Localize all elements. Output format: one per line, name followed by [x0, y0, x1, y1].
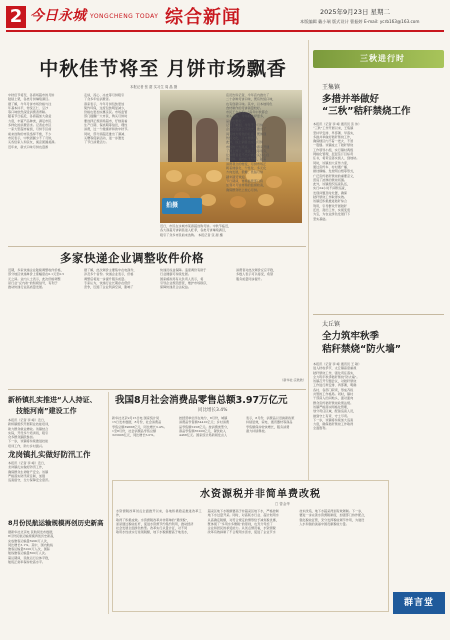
text-line: 力度，丰富产品种类，满足市民 — [8, 118, 52, 123]
text-line: 共管的工作格局。同时，镇村 — [313, 392, 354, 397]
text-line: 网格化管理，层层签订目标责 — [313, 152, 354, 157]
express-price-headline: 多家快递企业调整收件价格 — [60, 251, 204, 265]
text-line: 记者了解到，今年不少月饼 — [226, 123, 264, 128]
text-line: 全力筑牢秋季秸秆禁烧“防火墙”。 — [313, 374, 360, 379]
text-line: 巡查值守，全力保障安全度汛。 — [8, 478, 52, 483]
text-line: 二十余种月饼口味，既有传统口味， — [226, 97, 276, 102]
text-line: 同时，部分商超还推出了满减、 — [84, 131, 128, 136]
editor-line: 本版编辑 戴小瑞 版式设计 曹振婷 E-mail: ycrb163@163.com — [300, 19, 420, 24]
text-line: 工作进行再安排、再部署，明确 — [313, 383, 357, 388]
lead-headline: 中秋佳节将至 月饼市场飘香 — [39, 58, 287, 80]
text-line: 具有地方特色的礼盒，既体现 — [226, 131, 267, 136]
text-line: 按经营单位所在地分，8月份，城镇 — [179, 416, 228, 420]
text-line: 消费者对此次调价反应平稳， — [236, 268, 277, 272]
text-line: 做到守土有责、守土尽责。 — [313, 413, 351, 418]
text-line: 食材制作的月饼销量较好。 — [226, 105, 264, 110]
text-line: 地下水过量开采。同时，对高耗水行业、超计划用水 — [207, 513, 279, 518]
lead-body-column-3 — [226, 93, 302, 211]
text-line: 同比增长3.1%。其中，国内航线 — [8, 542, 53, 547]
text-line: 要选择正规商场超市，仔细查看 — [84, 118, 128, 123]
text-line: 多样化的消费需求。记者在市区 — [8, 123, 52, 128]
longgang-body — [8, 461, 106, 515]
text-line: 也有创新口味。其中，以本地特色 — [226, 101, 273, 106]
text-line: 越来越受欢迎。 — [226, 174, 248, 179]
text-line: 品质也更好。” — [226, 118, 245, 123]
photo-brand-tag-text: 拍摄 — [166, 202, 179, 209]
page-number: 2 — [6, 6, 26, 28]
retail-sales-subhead: 同比增长3.4% — [198, 408, 228, 413]
text-line: 价格也更加实惠亲民。市场监管 — [84, 110, 128, 115]
text-line: 众多群众踊跃参加。 — [8, 435, 36, 440]
right-headline-1-line-1: 多措并举做好 — [322, 94, 380, 105]
newspaper-logo: 今日永城 — [30, 8, 86, 24]
text-line: 让消费者足不出户就能买到心仪 — [226, 153, 270, 158]
text-line: 商品零售额35200亿元，餐饮收入 — [179, 428, 226, 433]
right-headline-2-line-2: 秸秆禁烧“防火墙” — [322, 344, 401, 355]
text-line: 近期，多家快递企业陆续调整收件价格， — [8, 268, 64, 272]
text-line: 企业在包装上下功夫，推出了 — [226, 127, 267, 132]
lead-credit: 本报记者 张 甜 实习生 周 晶 摄 — [130, 85, 178, 89]
photo-caption — [160, 224, 302, 240]
text-line: 此外，线上销售也成为月饼 — [226, 140, 264, 145]
text-line: 据了解，今年月饼市场价格与往 — [8, 101, 52, 106]
text-line: 8月份民航运输规模再创历史新高， — [8, 534, 57, 539]
text-line: 工作领导小组，实行镇村两级 — [313, 147, 354, 152]
text-line: 行业健康可持续发展。 — [160, 272, 191, 277]
right-kicker-2: 太丘镇 — [322, 321, 341, 328]
water-tax-body — [116, 509, 385, 609]
issue-date: 2025年9月23日 星期二 — [320, 8, 391, 16]
right-body-1 — [313, 122, 444, 308]
text-line: 为宝，为农业绿色发展打下 — [313, 212, 351, 217]
text-line: “三秋”工作开展以来，王集镇 — [313, 126, 354, 131]
text-line: 表示，8月份，消费品以旧换新政策 — [246, 416, 295, 420]
text-line: 而是通过税收杠杆，促进水资源节约集约利用，推动经济 — [116, 521, 194, 526]
text-line: 市民表示，中秋团圆少不了月饼， — [8, 135, 55, 140]
water-tax-headline: 水资源税并非简单费改税 — [200, 489, 321, 500]
text-line: 该镇严格落实网格化管理， — [313, 404, 351, 409]
text-line: 近年来，新式口味月饼也逐渐 — [8, 144, 49, 149]
right-divider — [313, 314, 444, 315]
story2-rule — [8, 246, 306, 247]
newspaper-logo-english: YONGCHENG TODAY — [90, 13, 159, 20]
text-line: 市民王女士说：“每年中秋都会 — [226, 110, 268, 115]
text-line: 引导企业规范经营，维护市场秩序， — [160, 280, 210, 285]
text-line: 本报讯（记者 李 峰 通讯员 张 伟） — [313, 122, 362, 126]
text-line: 元之间。业内人士表示，此次价格调整 — [8, 276, 61, 281]
right-kicker-1: 王集镇 — [322, 84, 341, 91]
water-tax-credit: □ 曾金华 — [275, 502, 290, 506]
text-line: 一股烟。该镇成立了秸秆禁烧 — [313, 143, 354, 148]
text-line: 严格落实防汛责任制，加强 — [8, 473, 46, 478]
text-line: 助力群众就业增收。该镇结合 — [8, 426, 49, 431]
text-line: 等口味依然深受消费者青睐。 — [8, 110, 49, 115]
text-line: 涉及多个省份。快递企业表示，价格 — [84, 272, 134, 277]
text-line: 持续显效，家电、通讯器材等商品 — [246, 420, 293, 425]
text-line: 了众多年轻消费者。 — [84, 97, 112, 102]
text-line: 朝着健康化、个性化、多元化 — [226, 166, 267, 171]
longgang-headline: 龙岗镇扎实做好防汛工作 — [8, 450, 91, 459]
express-price-body — [8, 268, 306, 376]
column-rule-left — [108, 392, 109, 614]
right-body-2 — [313, 362, 444, 472]
text-line: 来买月饼，今年的选择更多， — [226, 114, 267, 119]
text-line: 据了解，此次调价主要集中在电商件， — [84, 268, 137, 272]
text-line: 新桥镇组织开展职业技能培训， — [8, 422, 52, 427]
text-line: 航班正常率保持较高水平。 — [8, 560, 46, 565]
text-line: 下一步，该镇将持续推进技能 — [8, 439, 49, 444]
text-line: 是行业“反内卷”的积极信号，有利于 — [8, 280, 58, 285]
text-line: 划分责任区域，配备巡查人员， — [313, 409, 357, 414]
text-line: 专家认为，快递行业长期存在低价 — [84, 280, 131, 285]
text-line: 一家大型超市看到，月饼专区前 — [8, 127, 52, 132]
text-line: 简约环保，过度包装明显减少， — [84, 105, 128, 110]
text-line: 了节日消费活力。 — [84, 140, 109, 145]
text-line: 秸秆禁烧工作，强化责任落实， — [313, 370, 357, 375]
lead-body-column-1 — [8, 93, 78, 243]
text-line: 消费观念的转变，月饼市场正 — [226, 161, 267, 166]
text-line: 各村、各部门职责，形成齐抓 — [313, 387, 354, 392]
text-line: 品零售额5258亿元。按消费类型分， — [179, 424, 231, 429]
text-line: 快递员权益保障。适度调价有助于 — [160, 268, 207, 272]
text-line: 发现问题及时处置，确保 — [313, 190, 348, 195]
text-line: 推动快递行业高质量发展。 — [8, 285, 46, 290]
right-headline-2-line-1: 全力筑牢秋季 — [322, 331, 380, 342]
text-line: 干部深入田间地头，面对面向 — [313, 396, 354, 401]
text-line: 秸秆禁烧工作取得实效。 — [313, 195, 348, 200]
text-line: 人水和谐的美丽中国贡献税收力量。 — [299, 521, 349, 526]
text-line: 的月饼。业内人士分析，随着 — [226, 157, 267, 162]
text-line: 服务质量同步提升。 — [236, 276, 264, 281]
text-line: 实行24小时不间断巡查， — [313, 186, 348, 191]
text-line: 取得了积极成效。水资源税改革并非简单的“费改税”， — [116, 517, 191, 522]
express-price-credit: （新华社·宗欣欣） — [280, 378, 306, 382]
text-line: 利用，引导群众开展秸秆 — [313, 203, 348, 208]
text-line: 企业和居民的承受能力。从试点情况看，水资源税 — [207, 526, 276, 531]
text-line: 取用水性质实行差别税额，地下水税额要高于地表水， — [116, 530, 191, 535]
text-line: 超采区地下水税额要高于非超采区地下水，严格控制 — [207, 509, 279, 513]
text-line: 航线旅客运输量800万人次。 — [8, 551, 48, 556]
text-line: 方向发展，低糖、低脂月饼 — [226, 170, 264, 175]
text-line: 确保群众吃上放心月饼。 — [226, 187, 261, 192]
sanqiu-banner-text: 三秋进行时 — [360, 54, 405, 63]
text-line: 传统文化，又方便携带。 — [226, 135, 261, 140]
text-line: 多数人表示可以接受，希望 — [236, 272, 274, 277]
text-line: 确保辖区内不着一把火、不冒 — [313, 139, 354, 144]
text-line: 部分地区快递单价上涨幅度在0.1元至0.5 — [8, 272, 65, 277]
text-line: 4468亿元。国家统计局新闻发言人 — [179, 433, 228, 438]
text-line: 同时，该镇加大宣传力度， — [313, 160, 351, 165]
retail-sales-body — [112, 416, 308, 478]
text-line: 下一步，该镇将持续加大巡查 — [313, 417, 354, 422]
text-line: 零售总额39668亿元，同比增长3.4%。 — [112, 424, 167, 429]
text-line: 多措并举做好秸秆禁烧工作， — [313, 134, 354, 139]
xinqiao-headline-line-1: 新桥镇扎实推进“人人持证、 — [8, 396, 97, 404]
retail-sales-headline: 我国8月社会消费品零售总额3.97万亿元 — [115, 395, 288, 406]
text-line: 社会发展全面绿色转型。改革实行从量计征，对不同 — [116, 526, 188, 531]
text-line: 据新华社北京电 民航局发布数据， — [8, 530, 56, 534]
text-line: 买些给家人和亲友，寓意团圆美满。 — [8, 140, 58, 145]
text-line: 实际，开设多个培训班，吸引 — [8, 430, 49, 435]
text-line: 本报讯（记者 李 峰 通讯员 王 敏） — [313, 362, 362, 366]
text-line: 生产日期、保质期等信息，理性 — [84, 123, 128, 128]
text-line: 中秋佳节将至，各商场超市的月饼 — [8, 93, 55, 97]
text-line: 节日期间，市场监管部门将 — [226, 178, 264, 183]
text-line: 既体现了“多用水多缴税”的原则，也充分考虑了 — [207, 521, 273, 526]
text-line: 坚持早安排、早部署、早落实， — [313, 130, 357, 135]
text-line: 买赠等促销活动，进一步激发 — [84, 135, 125, 140]
text-line: 陆续上架，各类月饼琳琅满目。 — [8, 97, 52, 102]
text-line: 强化税收征管，充分发挥税收调节作用，为建设 — [299, 517, 365, 522]
text-line: 全面胜利。 — [313, 426, 329, 431]
text-line: 加强对月饼市场的监督检查， — [226, 183, 267, 188]
text-line: 保障快递员合法权益。 — [160, 285, 191, 290]
aviation-body — [8, 530, 106, 616]
text-line: 从高确定税额，对符合规定的情形给予减免税优惠， — [207, 517, 279, 522]
text-line: 随着节日临近，各商超加大备货 — [8, 114, 52, 119]
text-line: 水资源税改革试点全面推开以来，各地积极稳妥推进改革工作， — [116, 509, 202, 518]
text-line: 走俏，流心、冰皮等月饼吸引 — [84, 93, 125, 97]
text-line: 店员告诉记者，今年店内推出了 — [226, 93, 270, 97]
text-line: 进入秋收季节，太丘镇高度重视 — [313, 366, 357, 371]
text-line: 任书，将责任落实到人、到地块。 — [313, 156, 360, 161]
text-line: 近日，市民在永城市某商超选购月饼。中秋节临近， — [160, 224, 232, 228]
text-line: 坚实基础。 — [313, 216, 329, 221]
xinqiao-body — [8, 418, 106, 448]
text-line: 了网上预订、送货上门等服务， — [226, 148, 270, 153]
text-line: 该镇还积极推进秸秆综合 — [313, 199, 348, 204]
text-line: 广泛宣传秸秆禁烧的重要意义， — [313, 173, 357, 178]
text-line: 旅客运输量6100万人次，国际 — [8, 547, 50, 552]
lower-rule — [8, 389, 306, 390]
xinqiao-headline-line-2: 技能河南”建设工作 — [16, 407, 77, 415]
text-line: 年基本持平，传统五仁、豆沙 — [8, 105, 49, 110]
text-line: 市场的一大亮点。不少商家开通 — [226, 144, 270, 149]
text-line: 悬挂横幅、发放明白纸等形式， — [313, 169, 357, 174]
aviation-headline: 8月份民航运输规模再创历史新高 — [8, 519, 104, 527]
text-line: 323906亿元，同比增长5.0%。 — [112, 433, 157, 438]
text-line: 消费品零售额34410亿元；乡村消费 — [179, 420, 230, 425]
text-line: 改革有效抑制了不合理用水需求，促进了企业节水 — [207, 530, 276, 535]
text-line: 15日发布数据，8月份，社会消费品 — [112, 420, 162, 425]
text-line: 培训工作，助力乡村振兴。 — [8, 443, 46, 448]
text-line: 此外，该镇组织巡查队伍， — [313, 182, 351, 187]
right-headline-1-line-2: “三秋”秸秆禁烧工作 — [322, 106, 411, 117]
text-line: 新华社北京9月15日电 国家统计局 — [112, 416, 160, 420]
qunyantang-badge: 群言堂 — [393, 592, 445, 614]
section-title: 综合新闻 — [165, 7, 241, 28]
text-line: 前来选购的市民络绎不绝，不少 — [8, 131, 52, 136]
text-line: 力度，确保秸秆禁烧工作取得 — [313, 422, 354, 427]
text-line: 国家邮政局有关负责人表示，将 — [160, 276, 204, 281]
text-line: 本报讯（记者 李 峰）近日， — [8, 418, 48, 422]
text-line: 群众宣传秸秆禁烧政策法规。 — [313, 400, 354, 405]
lead-body-column-2 — [84, 93, 156, 243]
text-line: 通过宣传车、村村通广播、 — [313, 164, 351, 169]
text-line: 完成旅客运输量6900万人次， — [8, 538, 50, 543]
text-line: 本报讯（记者 李 峰）近日， — [8, 461, 48, 465]
text-line: 龙岗镇扎实做好防汛工作， — [8, 465, 46, 470]
text-line: 还田、离田工作，实现变废 — [313, 207, 351, 212]
text-line: 技术改造，地下水超采得到有效遏制。下一步， — [299, 509, 365, 513]
text-line: 调整后将进一步提升服务质量。 — [84, 276, 128, 281]
text-line: 该镇召开专题会议，对秸秆禁烧 — [313, 379, 357, 384]
text-line: 商家表示，今年月饼包装更加 — [84, 101, 125, 106]
text-line: 暑运期间，民航运行总体平稳， — [8, 555, 52, 560]
text-line: 零售额保持较快增长，服务消费 — [246, 424, 290, 429]
text-line: 潜力持续释放。 — [246, 428, 268, 433]
text-line: 各大商超月饼销售进入旺季，各类月饼琳琅满目， — [160, 228, 229, 233]
text-line: 部门提醒广大市民，购买月饼时 — [84, 114, 128, 119]
text-line: 营造了浓厚的禁烧氛围。 — [313, 177, 348, 182]
text-line: 1至8月份，社会消费品零售总额 — [112, 428, 157, 433]
masthead-rule — [6, 30, 444, 32]
text-line: 要进一步完善水资源税制度，加强部门协作配合， — [299, 513, 368, 518]
text-line: 消费，过一个健康祥和的中秋节。 — [84, 127, 131, 132]
text-line: 竞争，压缩了企业利润空间，影响了 — [84, 285, 134, 290]
text-line: 确保群众生命财产安全。该镇 — [8, 469, 49, 474]
text-line: 吸引了众多市民前来选购。 本报记者 张 甜 摄 — [160, 232, 223, 237]
